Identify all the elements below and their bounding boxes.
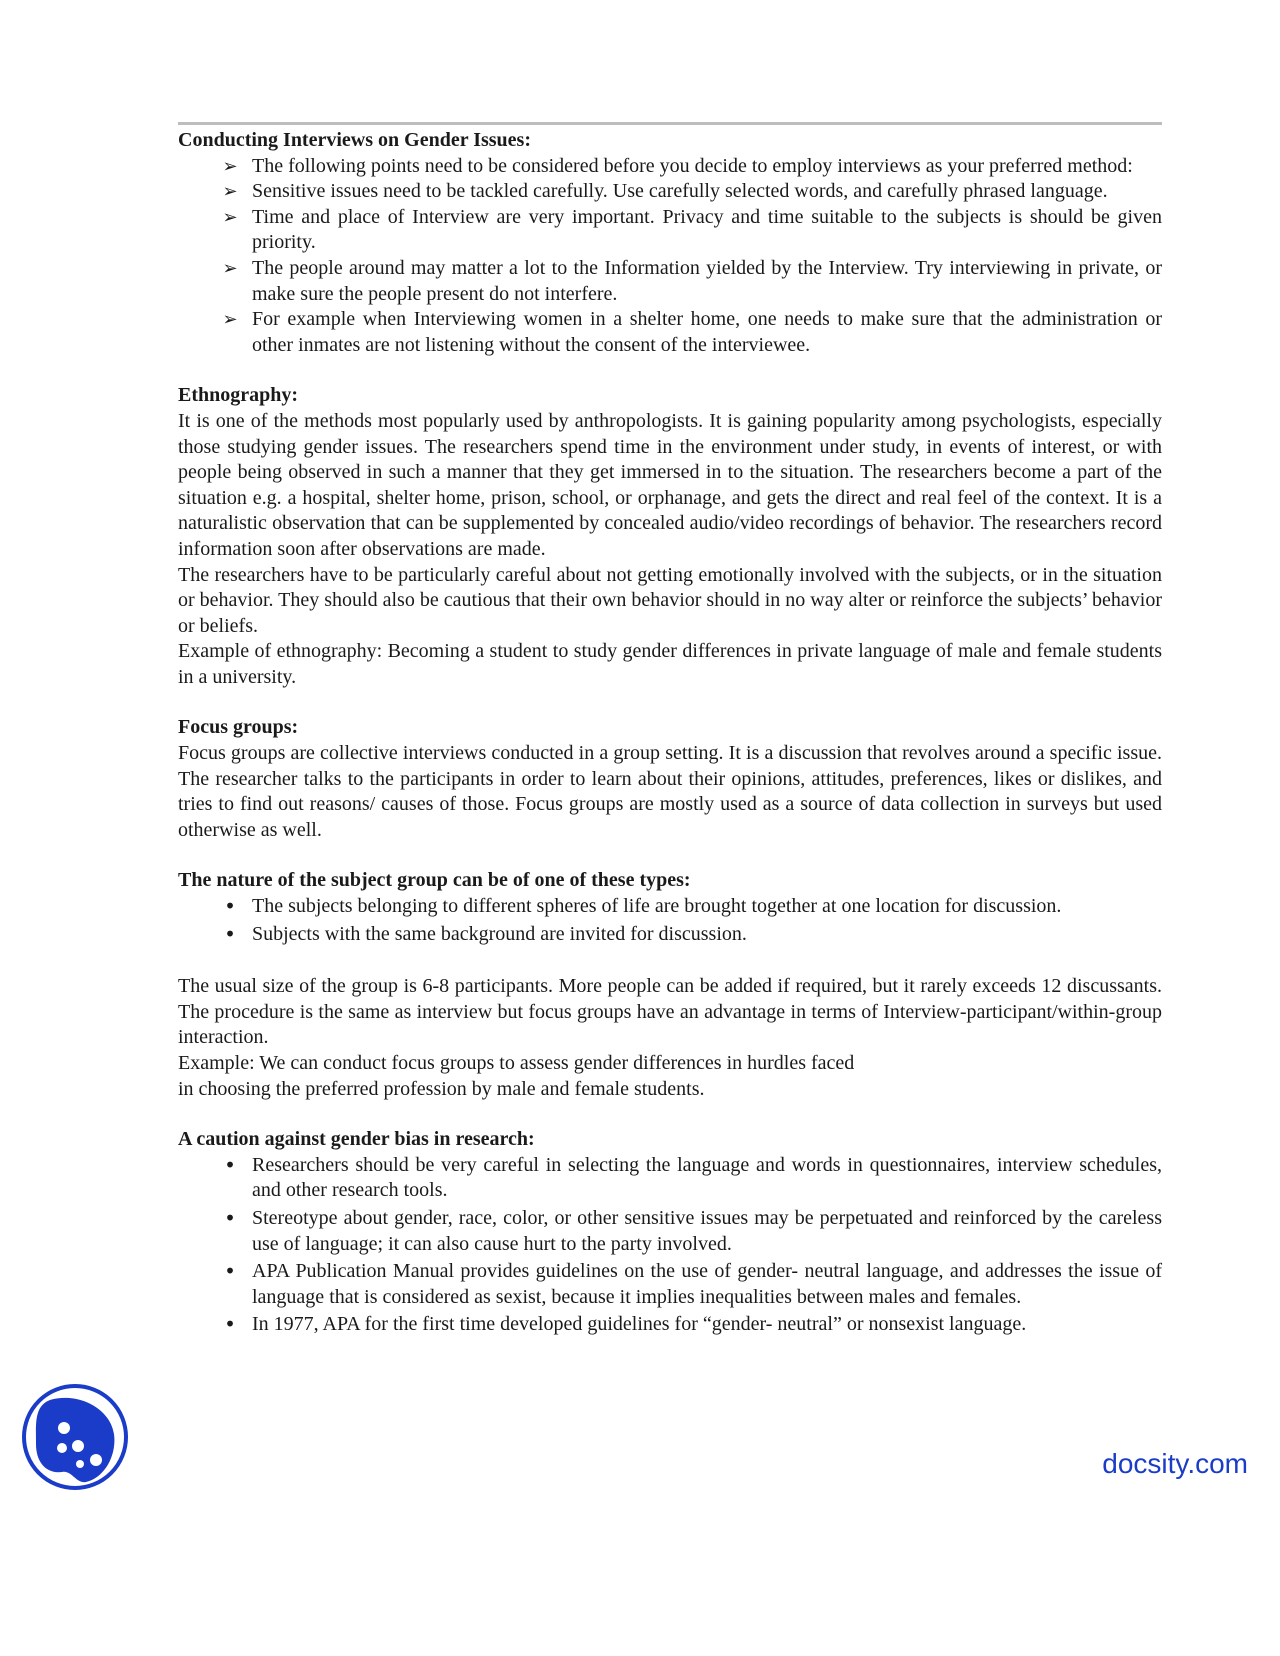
- list-item: ➢ Time and place of Interview are very important. Privacy and time suitable to the subjects is should be given priority.: [178, 205, 1162, 256]
- ethnography-paragraph: The researchers have to be particularly careful about not getting emotionally involved with the subjects, or in the situation or behavior. They should also be cautious that their own behavior should in no way alter or reinforce the subjects’ behavior or beliefs.: [178, 563, 1162, 637]
- header-rule: [178, 122, 1162, 125]
- ethnography-paragraph: It is one of the methods most popularly used by anthropologists. It is gaining popularity among psychologists, especially those studying gender issues. The researchers spend time in the environment under study, in events of interest, or with people being observed in such a manner that they get immersed in to the situation. The researchers become a part of the situation e.g. a hospital, shelter home, prison, school, or orphanage, and gets the direct and real feel of the context. It is a naturalistic observation that can be supplemented by concealed audio/video recordings of behavior. The researchers record information soon after observations are made.: [178, 409, 1162, 560]
- bullet-icon: •: [224, 894, 236, 919]
- arrow-bullet-icon: ➢: [222, 257, 238, 279]
- bullet-icon: •: [224, 921, 236, 946]
- bias-list: [178, 1153, 1162, 1338]
- docsity-logo-icon: [20, 1382, 130, 1492]
- bullet-icon: •: [224, 1152, 236, 1177]
- arrow-bullet-icon: ➢: [222, 155, 238, 177]
- interviews-list: [178, 154, 1162, 359]
- focus-groups-paragraph: Focus groups are collective interviews conducted in a group setting. It is a discussion that revolves around a specific issue. The researcher talks to the participants in order to learn about their opinions, attitudes, preferences, likes or dislikes, and tries to find out reasons/ causes of those. Focus groups are mostly used as a source of data collection in surveys but used otherwise as well.: [178, 742, 1162, 841]
- subject-group-heading: The nature of the subject group can be of one of these types:: [178, 869, 691, 892]
- subject-group-list: [178, 894, 1162, 947]
- focus-example-line: in choosing the preferred profession by male and female students.: [178, 1077, 705, 1100]
- docsity-link[interactable]: docsity.com: [1102, 1448, 1248, 1479]
- ethnography-heading: Ethnography:: [178, 384, 299, 407]
- list-item: • Stereotype about gender, race, color, or other sensitive issues may be perpetuated and reinforced by the careless use of language; it can also cause hurt to the party involved.: [178, 1206, 1162, 1257]
- list-item: ➢ The people around may matter a lot to the Information yielded by the Interview. Try interviewing in private, or make sure the people present do not interfere.: [178, 256, 1162, 307]
- arrow-bullet-icon: ➢: [222, 181, 238, 203]
- group-size-paragraph: The usual size of the group is 6-8 participants. More people can be added if required, but it rarely exceeds 12 discussants. The procedure is the same as interview but focus groups have an advantage in terms of Interview-participant/within-group interaction.: [178, 975, 1162, 1049]
- interviews-heading: Conducting Interviews on Gender Issues:: [178, 129, 531, 151]
- arrow-bullet-icon: ➢: [222, 309, 238, 331]
- list-item: ➢ For example when Interviewing women in a shelter home, one needs to make sure that the administration or other inmates are not listening without the consent of the interviewee.: [178, 307, 1162, 358]
- ethnography-example: Example of ethnography: Becoming a student to study gender differences in private language of male and female students in a university.: [178, 640, 1162, 688]
- list-item: ➢ The following points need to be considered before you decide to employ interviews as your preferred method:: [178, 154, 1162, 180]
- list-item: • APA Publication Manual provides guidelines on the use of gender- neutral language, and addresses the issue of language that is considered as sexist, because it implies inequalities between males and females.: [178, 1259, 1162, 1310]
- list-item: • Researchers should be very careful in selecting the language and words in questionnaires, interview schedules, and other research tools.: [178, 1153, 1162, 1204]
- arrow-bullet-icon: ➢: [222, 206, 238, 228]
- bullet-icon: •: [224, 1312, 236, 1337]
- focus-example-line: Example: We can conduct focus groups to assess gender differences in hurdles faced: [178, 1052, 855, 1074]
- bias-heading: A caution against gender bias in research:: [178, 1128, 535, 1151]
- list-item: • The subjects belonging to different spheres of life are brought together at one location for discussion.: [178, 894, 1162, 920]
- document-body: [178, 128, 1162, 1340]
- list-item: ➢ Sensitive issues need to be tackled carefully. Use carefully selected words, and carefully phrased language.: [178, 179, 1162, 205]
- focus-groups-heading: Focus groups:: [178, 716, 299, 739]
- bullet-icon: •: [224, 1205, 236, 1230]
- list-item: • In 1977, APA for the first time developed guidelines for “gender- neutral” or nonsexist language.: [178, 1312, 1162, 1338]
- bullet-icon: •: [224, 1259, 236, 1284]
- list-item: • Subjects with the same background are invited for discussion.: [178, 922, 1162, 948]
